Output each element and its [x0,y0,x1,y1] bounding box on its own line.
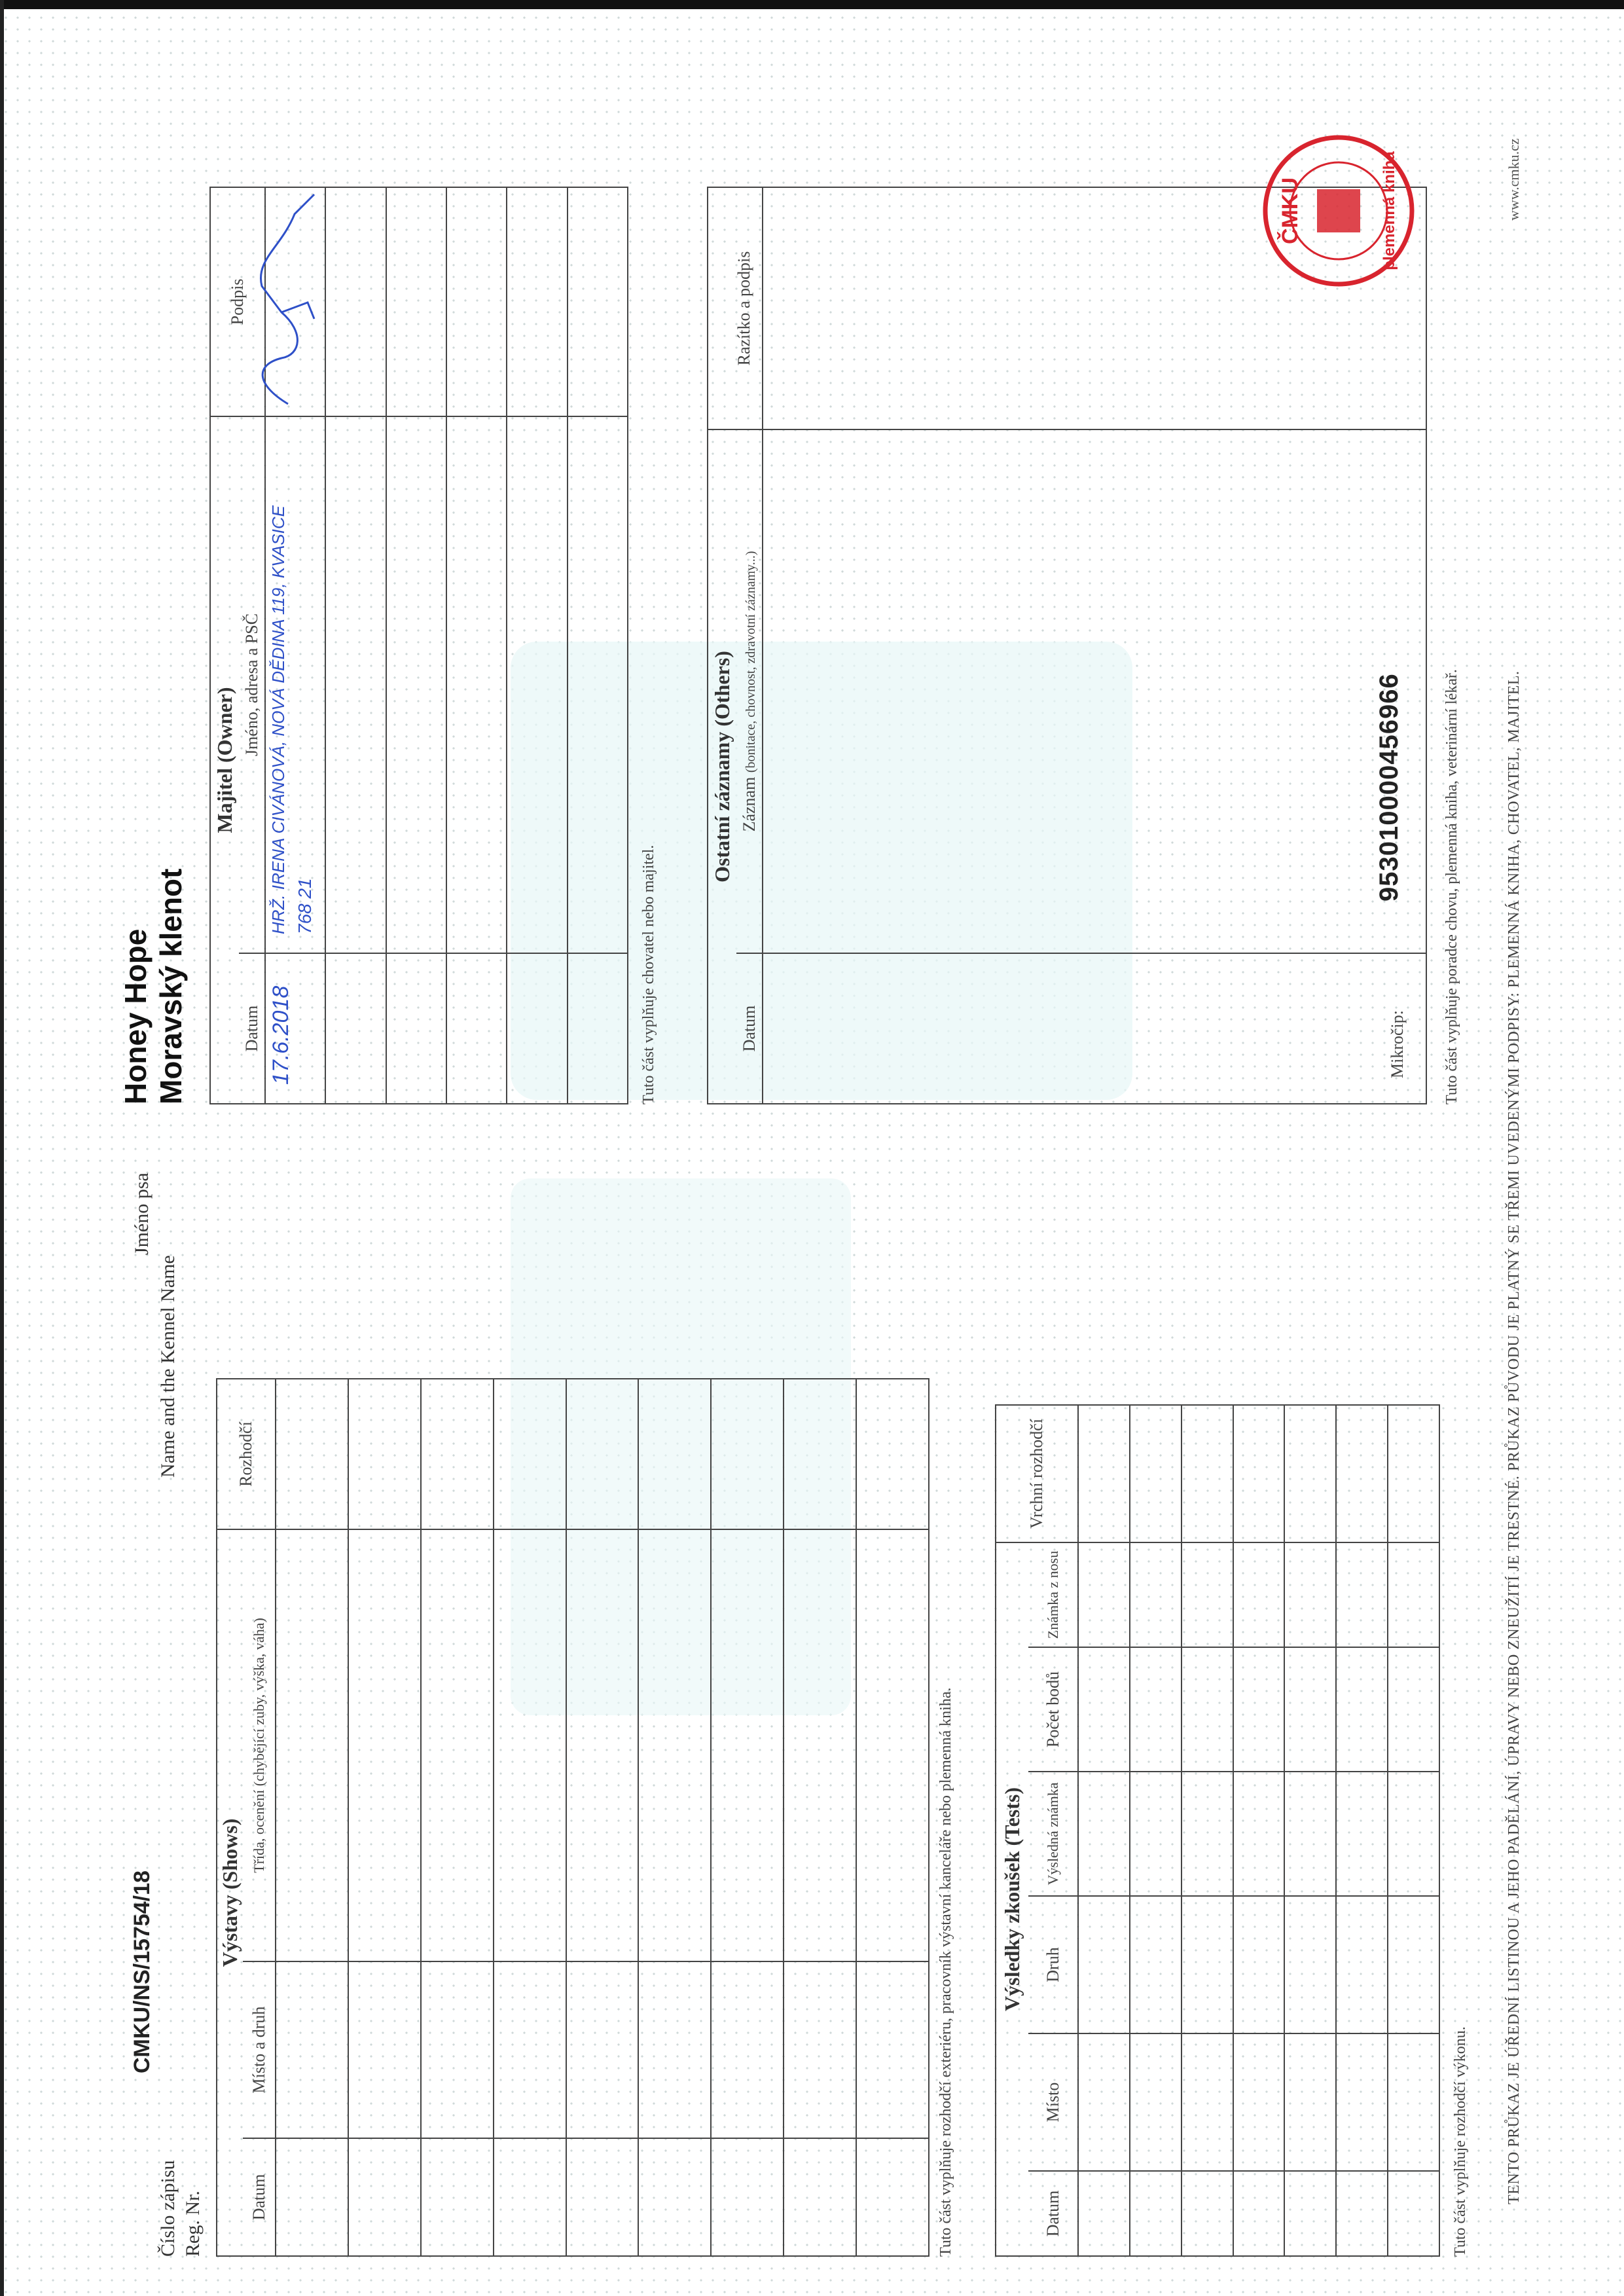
table-row [421,1379,494,2256]
owner-entry-zip: 768 21 [295,878,315,934]
table-row [1233,1405,1285,2256]
shows-col-place: Místo a druh [243,1961,276,2138]
stamp-text-top: ČMKU [1278,177,1303,244]
tests-col-head-judge: Vrchní rozhodčí [996,1405,1078,1542]
table-row [1284,1405,1336,2256]
table-row [638,1379,711,2256]
table-row [507,187,567,1104]
tests-title: Výsledky zkoušek (Tests) [996,1542,1028,2256]
table-row [1130,1405,1182,2256]
table-row [1182,1405,1233,2256]
shows-col-class: Třída, ocenění (chybějící zuby, výška, váha) [243,1529,276,1961]
others-col-date: Datum [736,953,763,1104]
table-row [1336,1405,1388,2256]
tests-note: Tuto část vyplňuje rozhodčí výkonu. [1452,2026,1469,2257]
tests-col-type: Druh [1028,1896,1078,2033]
owner-entry-address: HRŽ. IRENA CIVÁNOVÁ, NOVÁ DĚDINA 119, KVASICE [268,505,288,934]
shows-note: Tuto část vyplňuje rozhodčí exteriéru, pracovník výstavní kanceláře nebo plemenná kniha. [937,1687,954,2257]
name-label-en: Name and the Kennel Name [157,1255,179,1478]
stamp-text-bottom: plemenná kniha [1380,151,1398,270]
shows-col-date: Datum [243,2138,276,2256]
shows-table [216,1378,929,2257]
name-label-cz: Jméno psa [131,1173,153,1255]
table-row [276,1379,348,2256]
others-col-record-label: Záznam [739,776,759,832]
owner-signature-mark [242,188,327,410]
others-col-record [736,429,763,953]
dog-name-line1: Honey Hope [118,928,153,1104]
table-row [348,1379,421,2256]
table-row [784,1379,856,2256]
reg-label-cz: Číslo zápisu [157,2160,179,2257]
dog-name-line2: Moravský klenot [154,868,188,1104]
microchip-number: 953010000456966 [1375,673,1403,902]
tests-table [995,1404,1440,2257]
breed-book-stamp [1257,129,1420,293]
owner-entry-date: 17.6.2018 [268,985,293,1085]
table-row [568,187,628,1104]
owner-title: Majitel (Owner) [210,416,239,1104]
shows-col-judge: Rozhodčí [217,1379,276,1529]
others-col-record-hint: (bonitace, chovnost, zdravotní záznamy...) [743,551,758,773]
others-title: Ostatní záznamy (Others) [708,429,736,1104]
owner-col-signature: Podpis [210,187,265,416]
tests-col-place: Místo [1028,2033,1078,2171]
tests-col-date: Datum [1028,2171,1078,2256]
table-row [386,187,446,1104]
shows-title: Výstavy (Shows) [217,1529,243,2256]
owner-col-name-address: Jméno, adresa a PSČ [239,416,265,953]
registration-number: CMKU/NS/15754/18 [130,1870,154,2073]
table-row [711,1379,784,2256]
table-row [1078,1405,1130,2256]
table-row [1388,1405,1439,2256]
reg-label-en: Reg. Nr. [182,2191,204,2257]
owner-note: Tuto část vyplňuje chovatel nebo majitel. [640,845,657,1104]
microchip-label: Mikročip: [1388,1010,1407,1078]
table-row [325,187,386,1104]
tests-col-points: Počet bodů [1028,1647,1078,1772]
footer-website: www.cmku.cz [1506,138,1522,221]
table-row [566,1379,639,2256]
footer-legal-text: TENTO PRŮKAZ JE ÚŘEDNÍ LISTINOU A JEHO PADĚLÁNÍ, ÚPRAVY NEBO ZNEUŽITÍ JE TRESTNÉ. PRŮKAZ PŮVODU JE PLATNÝ SE TŘEMI UVEDENÝMI PODPISY: PLEMENNÁ KNIHA, CHOVATEL, MAJITEL. [1506,670,1523,2204]
table-row [446,187,507,1104]
tests-col-nose: Známka z nosu [1028,1542,1078,1647]
table-row [856,1379,929,2256]
others-col-stamp: Razítko a podpis [708,187,763,429]
table-row [494,1379,566,2256]
others-table [707,187,1427,1104]
others-note: Tuto část vyplňuje poradce chovu, plemenná kniha, veterinární lékař. [1443,669,1460,1104]
tests-col-result: Výsledná známka [1028,1772,1078,1896]
owner-col-date: Datum [239,953,265,1104]
